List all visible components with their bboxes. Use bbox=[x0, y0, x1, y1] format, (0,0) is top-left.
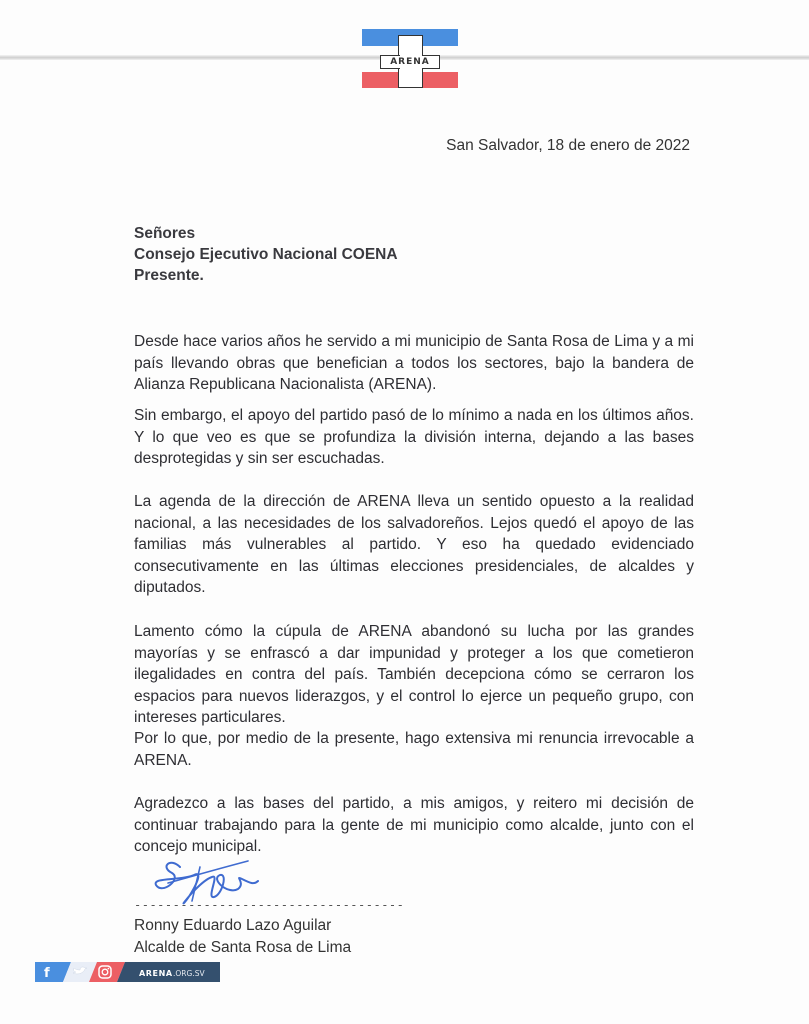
addressee-organization: Consejo Ejecutivo Nacional COENA bbox=[134, 246, 398, 263]
signer-block bbox=[134, 915, 351, 958]
paragraph-4: Lamento cómo la cúpula de ARENA abandonó su lucha por las grandes mayorías y se enfrascó a dar impunidad y proteger a los que cometieron ilegalidades en contra del país. También decepciona cómo se cerraron los espacios para nuevos liderazgos, y el control lo ejerce un pequeño grupo, con intereses particulares. bbox=[134, 623, 694, 726]
addressee-salutation: Señores bbox=[134, 225, 196, 242]
facebook-icon[interactable] bbox=[44, 966, 50, 981]
signer-title: Alcalde de Santa Rosa de Lima bbox=[134, 938, 352, 956]
footer-social-bar bbox=[35, 962, 220, 982]
paragraph-6: Agradezco a las bases del partido, a mis amigos, y reitero mi decisión de continuar trabajando para la gente de mi municipio como alcalde, junto con el concejo municipal. bbox=[134, 795, 694, 855]
signer-name: Ronny Eduardo Lazo Aguilar bbox=[134, 917, 332, 934]
footer-site-brand[interactable]: ARENA bbox=[139, 969, 173, 978]
arena-logo bbox=[362, 29, 458, 89]
signature-line: ----------------------------------- bbox=[134, 898, 405, 912]
footer-site-suffix[interactable]: .ORG.SV bbox=[173, 969, 205, 978]
addressee-block bbox=[134, 223, 398, 286]
signature-crossstroke bbox=[192, 867, 200, 901]
website-link[interactable] bbox=[139, 969, 205, 978]
svg-text:f: f bbox=[44, 966, 50, 981]
date-line: San Salvador, 18 de enero de 2022 bbox=[446, 137, 690, 154]
paragraph-3: La agenda de la dirección de ARENA lleva un sentido opuesto a la realidad nacional, a las necesidades de los salvadoreños. Lejos quedó el apoyo de las familias más vulnerables al partido. Y eso ha quedado evidenciado consecutivamente en las últimas elecciones presidenciales, de alcaldes y diputados. bbox=[134, 493, 694, 596]
paragraph-1: Desde hace varios años he servido a mi municipio de Santa Rosa de Lima y a mi país llevando obras que benefician a todos los sectores, bajo la bandera de Alianza Republicana Nacionalista (ARENA). bbox=[134, 333, 694, 393]
addressee-presente: Presente. bbox=[134, 267, 204, 284]
paragraph-2: Sin embargo, el apoyo del partido pasó de lo mínimo a nada en los últimos años. Y lo que veo es que se profundiza la división interna, dejando a las bases desprotegidas y sin ser escuchadas. bbox=[134, 407, 694, 467]
logo-text: ARENA bbox=[390, 57, 430, 67]
paragraph-5: Por lo que, por medio de la presente, hago extensiva mi renuncia irrevocable a ARENA. bbox=[134, 730, 694, 769]
